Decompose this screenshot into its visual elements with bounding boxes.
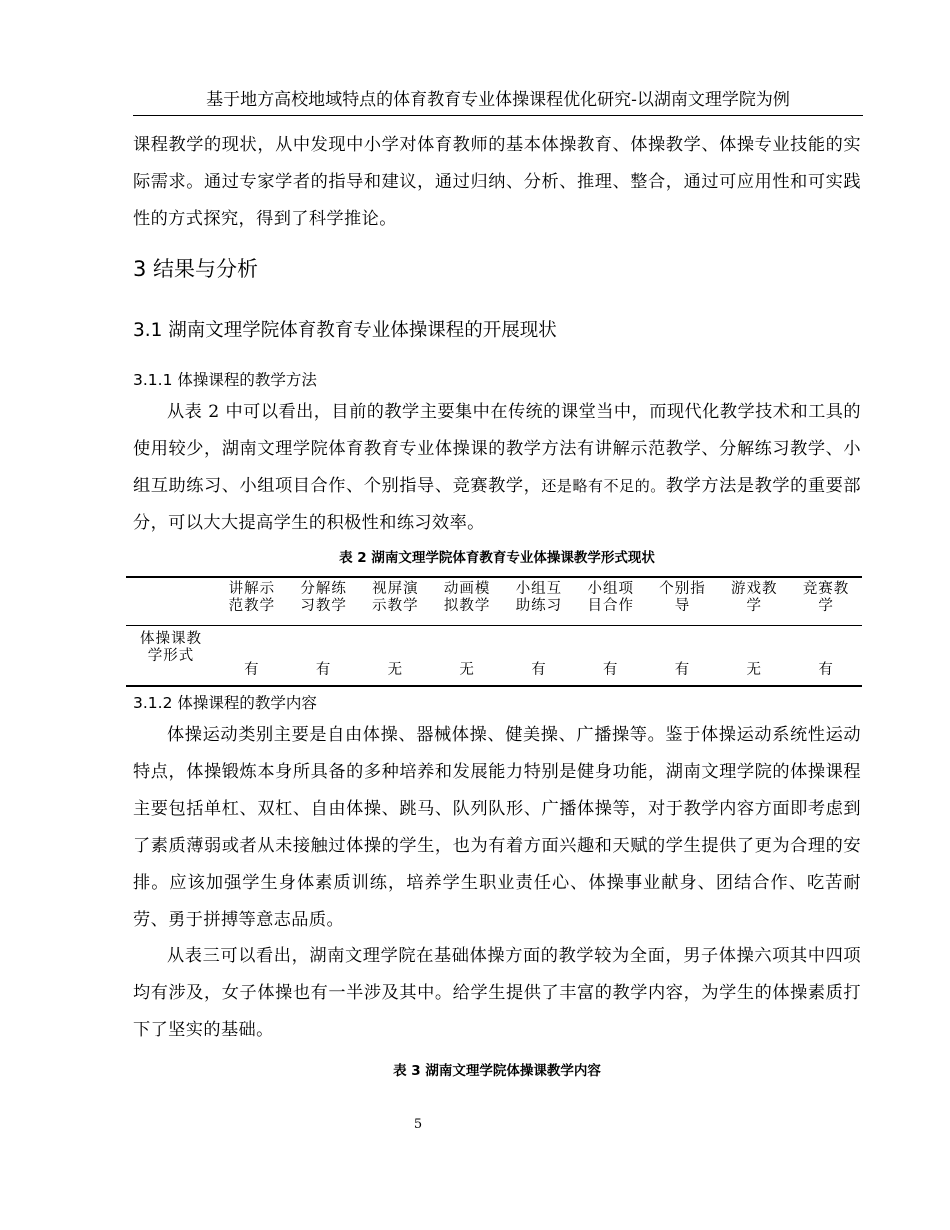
methods-paragraph xyxy=(133,394,861,542)
methods-paragraph-main: 从表 2 中可以看出，目前的教学主要集中在传统的课堂当中，而现代化教学技术和工具的使用较少，湖南文理学院体育教育专业体操课的教学方法有讲解示范教学、分解练习教学、小组互助练习、小组项目合作、个别指导、竞赛教学， xyxy=(133,402,861,496)
table2-caption: 表 2 湖南文理学院体育教育专业体操课教学形式现状 xyxy=(339,550,655,566)
table2-cell: 有 xyxy=(674,662,691,678)
table2-corner-cell xyxy=(126,577,216,626)
content-paragraph-1: 体操运动类别主要是自由体操、器械体操、健美操、广播操等。鉴于体操运动系统性运动特点，体操锻炼本身所具备的多种培养和发展能力特别是健身功能，湖南文理学院的体操课程主要包括单杠、双杠、自由体操、跳马、队列队形、广播体操等，对于教学内容方面即考虑到了素质薄弱或者从未接触过体操的学生，也为有着方面兴趣和天赋的学生提供了更为合理的安排。应该加强学生身体素质训练，培养学生职业责任心、体操事业献身、团结合作、吃苦耐劳、勇于拼搏等意志品质。 xyxy=(133,725,861,930)
table2-cell: 有 xyxy=(818,662,834,678)
section-3-1-heading: 3.1 湖南文理学院体育教育专业体操课程的开展现状 xyxy=(133,320,557,341)
table2-cell: 无 xyxy=(746,662,762,678)
table2-row-label: 体操课教 学形式 xyxy=(140,631,202,664)
table2-teaching-forms xyxy=(126,576,862,687)
table2-header-row xyxy=(126,577,862,626)
table2-col-header: 分解练 习教学 xyxy=(300,581,347,614)
table2-cell: 无 xyxy=(459,662,475,678)
table2-cell: 无 xyxy=(387,662,404,678)
content-paragraph-2: 从表三可以看出，湖南文理学院在基础体操方面的教学较为全面，男子体操六项其中四项均有涉及，女子体操也有一半涉及其中。给学生提供了丰富的教学内容，为学生的体操素质打下了坚实的基础。 xyxy=(133,946,861,1040)
section-3-1-1-heading: 3.1.1 体操课程的教学方法 xyxy=(133,371,317,389)
table2-col-header: 小组互 助练习 xyxy=(515,581,563,614)
table2-col-header: 竞赛教 学 xyxy=(802,581,850,614)
section-3-1-2-heading: 3.1.2 体操课程的教学内容 xyxy=(133,694,317,712)
table2-data-row xyxy=(126,626,862,687)
methods-paragraph-small: 还是略有不足的。 xyxy=(541,477,666,495)
methods-paragraph-tail: 教学方法是教学的重要部分，可以大大提高学生的积极性和练习效率。 xyxy=(133,476,862,533)
section-3-heading: 3 结果与分析 xyxy=(133,257,259,281)
page-number: 5 xyxy=(413,1117,423,1132)
table2-col-header: 小组项 目合作 xyxy=(587,581,634,614)
table2-cell: 有 xyxy=(244,662,260,678)
table2-cell: 有 xyxy=(531,662,547,678)
table2-col-header: 视屏演 示教学 xyxy=(372,581,419,614)
table2-col-header: 动画模 拟教学 xyxy=(443,581,491,614)
table2-cell: 有 xyxy=(315,662,332,678)
header-rule xyxy=(133,115,863,116)
table2-col-header: 个别指 导 xyxy=(659,581,706,614)
table2-col-header: 游戏教 学 xyxy=(730,581,778,614)
intro-paragraph: 课程教学的现状，从中发现中小学对体育教师的基本体操教育、体操教学、体操专业技能的实际需求。通过专家学者的指导和建议，通过归纳、分析、推理、整合，通过可应用性和可实践性的方式探究，得到了科学推论。 xyxy=(133,135,861,229)
table3-caption: 表 3 湖南文理学院体操课教学内容 xyxy=(393,1063,601,1079)
running-header: 基于地方高校地域特点的体育教育专业体操课程优化研究-以湖南文理学院为例 xyxy=(206,90,790,110)
table2-cell: 有 xyxy=(602,662,619,678)
table2-col-header: 讲解示 范教学 xyxy=(228,581,276,614)
